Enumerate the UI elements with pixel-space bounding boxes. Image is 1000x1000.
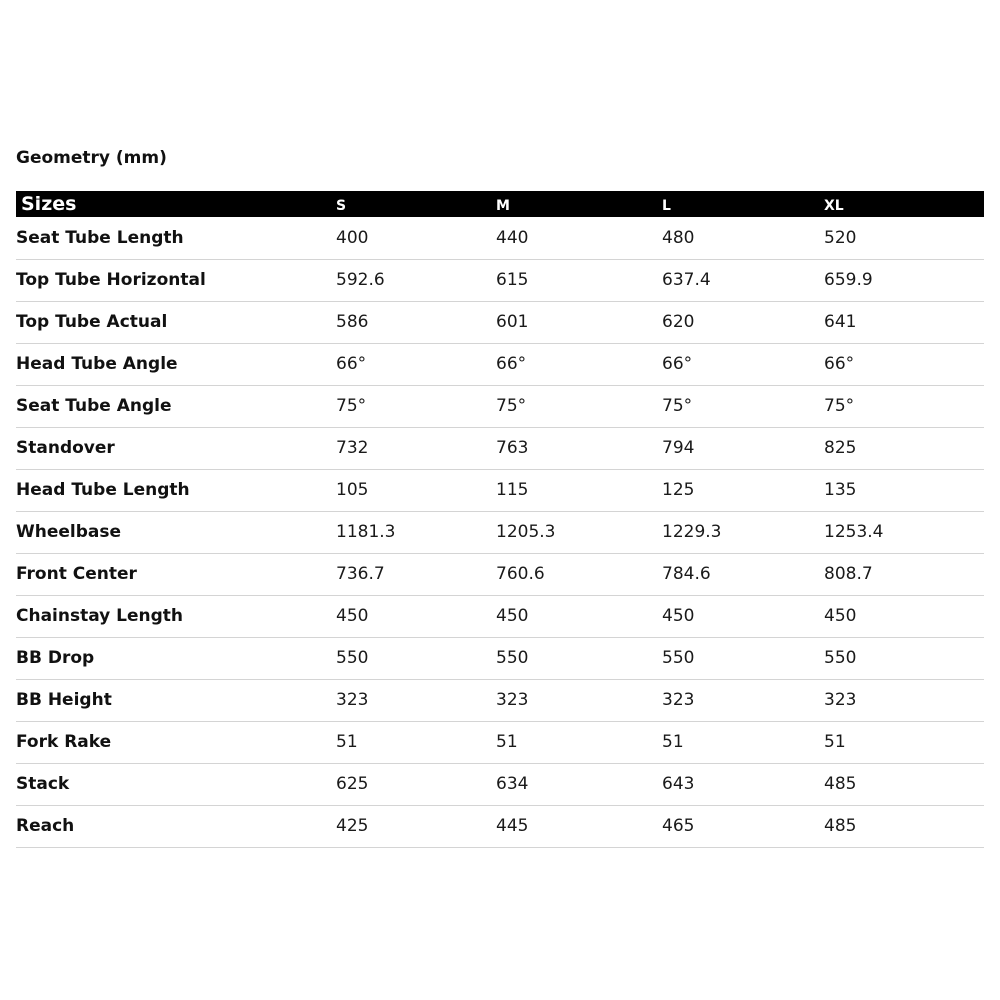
cell-l: 480 xyxy=(662,227,695,248)
cell-xl: 1253.4 xyxy=(824,522,884,542)
cell-m: 760.6 xyxy=(496,564,545,584)
cell-m: 763 xyxy=(496,438,529,458)
cell-s: 400 xyxy=(336,227,369,248)
table-row xyxy=(16,427,984,469)
cell-xl: 808.7 xyxy=(824,564,873,584)
cell-l: 125 xyxy=(662,480,695,500)
cell-l: 51 xyxy=(662,732,684,752)
cell-l: 1229.3 xyxy=(662,522,722,542)
cell-l: 550 xyxy=(662,648,695,668)
cell-xl: 66° xyxy=(824,354,855,374)
table-row xyxy=(16,511,984,553)
cell-s: 425 xyxy=(336,816,369,836)
row-label: Top Tube Actual xyxy=(16,312,168,332)
row-label: Front Center xyxy=(16,564,137,584)
table-row xyxy=(16,469,984,511)
cell-s: 66° xyxy=(336,354,367,374)
cell-xl: 659.9 xyxy=(824,270,873,290)
cell-l: 637.4 xyxy=(662,270,711,290)
cell-s: 625 xyxy=(336,774,369,794)
cell-m: 601 xyxy=(496,312,529,332)
cell-xl: 825 xyxy=(824,438,857,458)
table-row xyxy=(16,805,984,847)
header-sizes-label: Sizes xyxy=(21,193,77,215)
cell-m: 634 xyxy=(496,774,529,794)
table-row xyxy=(16,763,984,805)
cell-m: 323 xyxy=(496,690,529,710)
cell-s: 736.7 xyxy=(336,564,385,584)
row-label: Wheelbase xyxy=(16,522,122,542)
cell-s: 75° xyxy=(336,396,367,416)
cell-xl: 641 xyxy=(824,312,857,332)
row-label: Seat Tube Angle xyxy=(16,396,172,416)
cell-s: 51 xyxy=(336,732,358,752)
row-label: Head Tube Angle xyxy=(16,354,178,374)
geometry-table xyxy=(16,191,984,848)
cell-m: 450 xyxy=(496,606,529,626)
cell-l: 450 xyxy=(662,606,695,626)
header-size-s: S xyxy=(336,198,347,214)
cell-xl: 75° xyxy=(824,396,855,416)
row-label: Stack xyxy=(16,774,70,794)
cell-l: 465 xyxy=(662,816,695,836)
cell-l: 323 xyxy=(662,690,695,710)
cell-m: 51 xyxy=(496,732,518,752)
page-title: Geometry (mm) xyxy=(16,148,167,168)
table-row xyxy=(16,721,984,763)
cell-s: 1181.3 xyxy=(336,522,396,542)
cell-xl: 135 xyxy=(824,480,857,500)
table-row xyxy=(16,637,984,679)
cell-xl: 485 xyxy=(824,774,857,794)
row-label: Top Tube Horizontal xyxy=(16,270,206,290)
header-size-l: L xyxy=(662,198,671,214)
table-row xyxy=(16,595,984,637)
cell-m: 550 xyxy=(496,648,529,668)
cell-xl: 323 xyxy=(824,690,857,710)
row-label: Reach xyxy=(16,816,75,836)
cell-s: 105 xyxy=(336,480,369,500)
cell-m: 115 xyxy=(496,480,529,500)
cell-l: 794 xyxy=(662,438,695,458)
table-row xyxy=(16,553,984,595)
row-label: BB Height xyxy=(16,690,112,710)
cell-m: 1205.3 xyxy=(496,522,556,542)
cell-xl: 550 xyxy=(824,648,857,668)
cell-xl: 450 xyxy=(824,606,857,626)
cell-l: 75° xyxy=(662,396,693,416)
cell-l: 620 xyxy=(662,312,695,332)
table-row xyxy=(16,217,984,259)
row-label: Chainstay Length xyxy=(16,606,184,626)
cell-s: 323 xyxy=(336,690,369,710)
row-label: Seat Tube Length xyxy=(16,227,184,248)
cell-l: 643 xyxy=(662,774,695,794)
table-row xyxy=(16,259,984,301)
cell-s: 586 xyxy=(336,312,369,332)
row-label: BB Drop xyxy=(16,648,95,668)
header-size-m: M xyxy=(496,198,510,214)
cell-l: 66° xyxy=(662,354,693,374)
table-row xyxy=(16,385,984,427)
cell-m: 615 xyxy=(496,270,529,290)
cell-s: 450 xyxy=(336,606,369,626)
cell-xl: 485 xyxy=(824,816,857,836)
cell-s: 732 xyxy=(336,438,369,458)
table-row xyxy=(16,343,984,385)
cell-l: 784.6 xyxy=(662,564,711,584)
cell-xl: 51 xyxy=(824,732,846,752)
cell-s: 550 xyxy=(336,648,369,668)
row-label: Head Tube Length xyxy=(16,480,190,500)
cell-m: 440 xyxy=(496,227,529,248)
cell-xl: 520 xyxy=(824,227,857,248)
header-size-xl: XL xyxy=(824,198,844,214)
table-row xyxy=(16,301,984,343)
table-row xyxy=(16,679,984,721)
cell-m: 75° xyxy=(496,396,527,416)
table-header-row xyxy=(16,191,984,217)
cell-m: 66° xyxy=(496,354,527,374)
row-label: Fork Rake xyxy=(16,732,112,752)
cell-m: 445 xyxy=(496,816,529,836)
row-label: Standover xyxy=(16,438,115,458)
cell-s: 592.6 xyxy=(336,270,385,290)
